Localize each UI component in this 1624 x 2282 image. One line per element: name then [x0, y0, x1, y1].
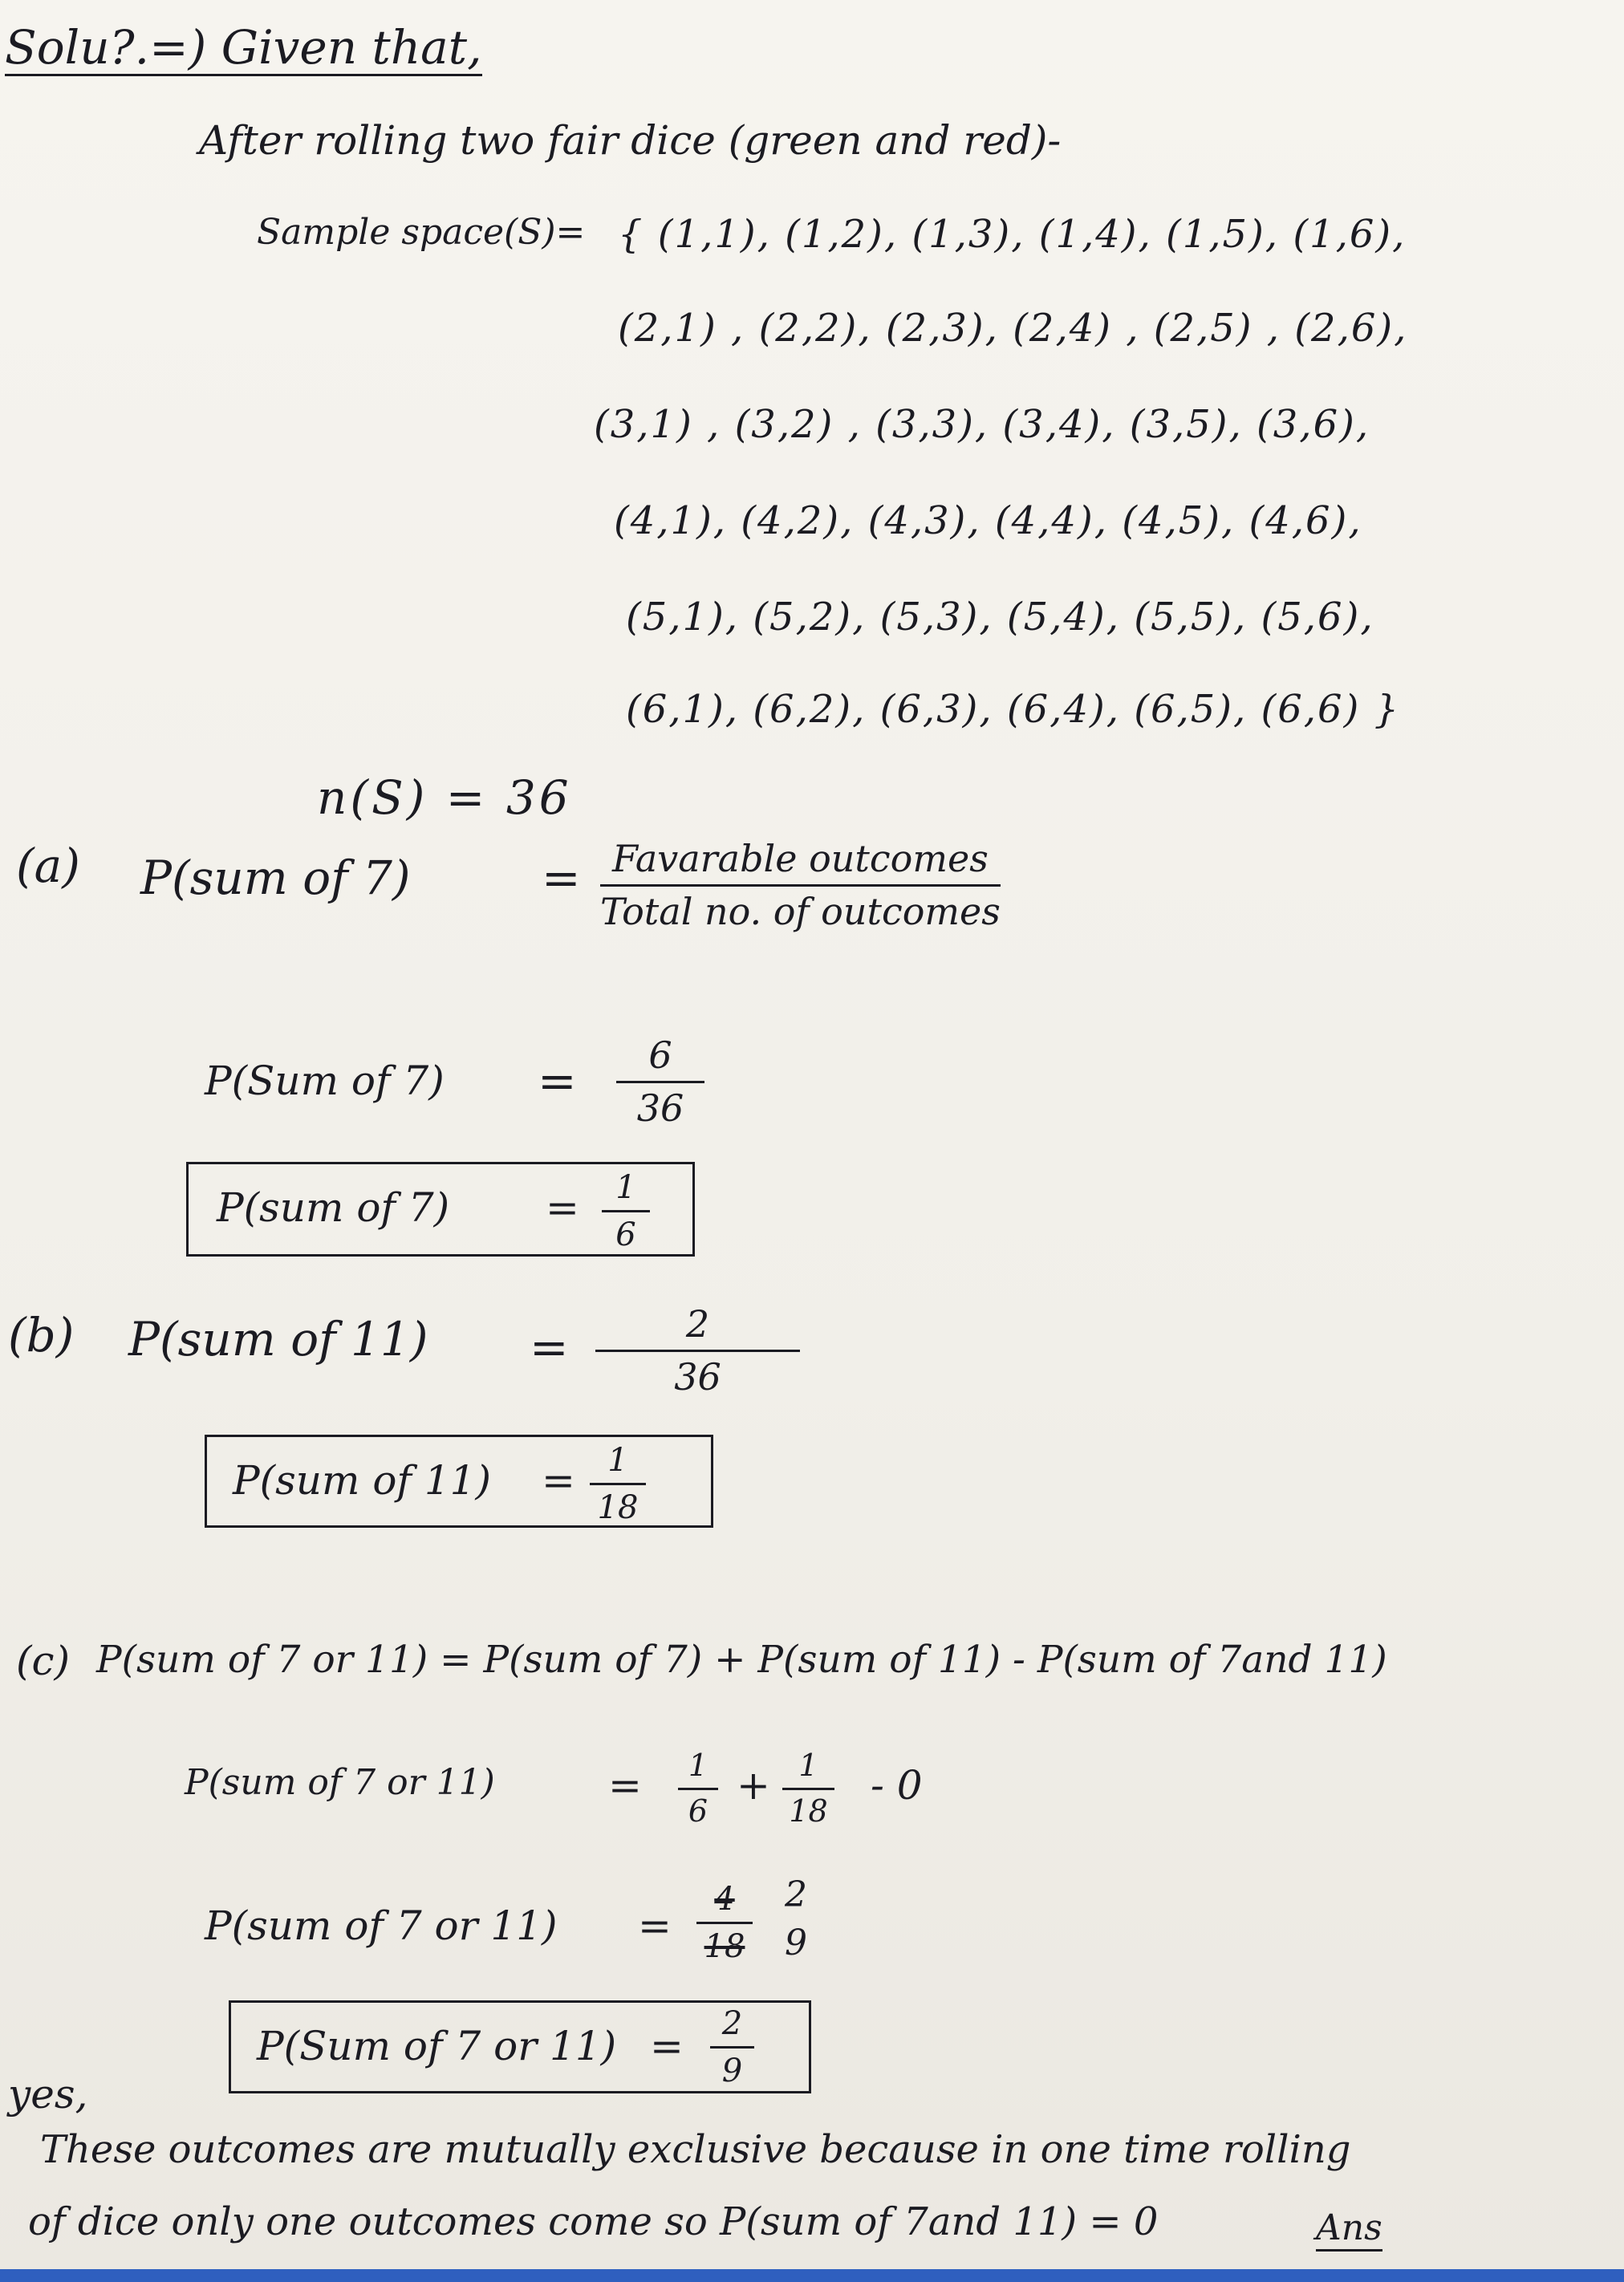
part-b-eq: =: [530, 1320, 569, 1374]
denominator: 18: [597, 1489, 639, 1526]
part-c-simplified-numerator: 2: [785, 1874, 807, 1915]
sample-row-2: (2,1) , (2,2), (2,3), (2,4) , (2,5) , (2,6),: [618, 306, 1408, 351]
answer-mark: Ans: [1316, 2211, 1382, 2252]
part-c-line3-lhs: P(sum of 7 or 11): [205, 1902, 558, 1949]
sample-row-6: (6,1), (6,2), (6,3), (6,4), (6,5), (6,6) }: [626, 687, 1401, 732]
denominator: 9: [721, 2053, 743, 2089]
part-c-line2-tail: - 0: [871, 1762, 923, 1809]
denominator: 36: [674, 1354, 721, 1399]
part-a-line2-fraction: [616, 1035, 704, 1128]
denominator: 36: [636, 1086, 684, 1130]
part-c-line2-eq: =: [608, 1762, 642, 1809]
formula-denominator: Total no. of outcomes: [600, 889, 1001, 933]
numerator: 1: [688, 1748, 708, 1783]
part-a-boxed-lhs: P(sum of 7): [217, 1184, 450, 1231]
part-c-boxed-eq: =: [650, 2023, 684, 2069]
denominator: 18: [789, 1793, 828, 1829]
sample-row-1: { (1,1), (1,2), (1,3), (1,4), (1,5), (1,6),: [618, 212, 1407, 257]
conclusion-line-2: of dice only one outcomes come so P(sum of 7and 11) = 0: [28, 2199, 1159, 2244]
numerator: 1: [607, 1442, 628, 1479]
part-a-eq: =: [542, 851, 581, 905]
bottom-edge: [0, 2269, 1624, 2282]
part-c-line3-fraction: [696, 1882, 753, 1964]
n-s-line: n(S) = 36: [317, 770, 572, 825]
fraction-bar: [590, 1483, 646, 1485]
part-c-line3-eq: =: [638, 1902, 672, 1949]
sample-row-3: (3,1) , (3,2) , (3,3), (3,4), (3,5), (3,6),: [594, 402, 1370, 447]
conclusion-yes: yes,: [8, 2071, 88, 2118]
part-c-line1: P(sum of 7 or 11) = P(sum of 7) + P(sum of 11) - P(sum of 7and 11): [96, 1638, 1387, 1682]
sample-row-4: (4,1), (4,2), (4,3), (4,4), (4,5), (4,6),: [614, 498, 1362, 543]
part-c-line2-plus: +: [737, 1762, 770, 1809]
sample-row-5: (5,1), (5,2), (5,3), (5,4), (5,5), (5,6),: [626, 595, 1374, 640]
part-b-boxed-fraction: [590, 1443, 646, 1525]
numerator: 1: [615, 1169, 636, 1206]
part-b-fraction: [595, 1304, 800, 1397]
sample-space-label: Sample space(S)=: [257, 212, 586, 253]
fraction-bar: [678, 1788, 718, 1790]
part-c-boxed-fraction: [710, 2006, 754, 2089]
fraction-bar: [710, 2046, 754, 2049]
fraction-bar: [782, 1788, 834, 1790]
fraction-bar: [696, 1922, 753, 1924]
denominator: 6: [615, 1216, 636, 1253]
numerator: 4: [714, 1881, 735, 1918]
part-b-lhs: P(sum of 11): [128, 1312, 428, 1366]
part-a-label: (a): [16, 838, 80, 893]
part-c-line2-fraction-1: [678, 1749, 718, 1829]
part-b-boxed-lhs: P(sum of 11): [233, 1457, 491, 1504]
fraction-bar: [616, 1081, 704, 1083]
part-a-lhs: P(sum of 7): [140, 851, 411, 905]
solution-heading: Solu?.=) Given that,: [5, 20, 482, 75]
fraction-bar: [595, 1350, 800, 1352]
denominator: 18: [704, 1928, 745, 1965]
part-b-label: (b): [8, 1308, 75, 1362]
denominator: 6: [688, 1793, 708, 1829]
part-a-boxed-eq: =: [546, 1184, 579, 1231]
formula-numerator: Favarable outcomes: [612, 837, 989, 880]
intro-line: After rolling two fair dice (green and red)-: [199, 117, 1062, 164]
fraction-bar: [602, 1210, 650, 1212]
part-a-line2-eq: =: [538, 1054, 577, 1108]
part-c-line2-lhs: P(sum of 7 or 11): [185, 1762, 495, 1803]
part-a-formula: [600, 838, 1001, 932]
conclusion-line-1: These outcomes are mutually exclusive because in one time rolling: [40, 2127, 1351, 2172]
part-a-line2-lhs: P(Sum of 7): [205, 1058, 445, 1104]
part-b-boxed-eq: =: [542, 1457, 575, 1504]
part-c-boxed-lhs: P(Sum of 7 or 11): [257, 2023, 617, 2069]
part-c-simplified-denominator: 9: [785, 1923, 807, 1963]
part-c-line2-fraction-2: [782, 1749, 834, 1829]
numerator: 1: [798, 1748, 818, 1783]
part-a-boxed-fraction: [602, 1170, 650, 1253]
numerator: 6: [648, 1033, 672, 1077]
numerator: 2: [721, 2005, 743, 2042]
fraction-bar: [600, 884, 1001, 887]
numerator: 2: [685, 1302, 710, 1346]
part-c-label: (c): [16, 1638, 71, 1684]
